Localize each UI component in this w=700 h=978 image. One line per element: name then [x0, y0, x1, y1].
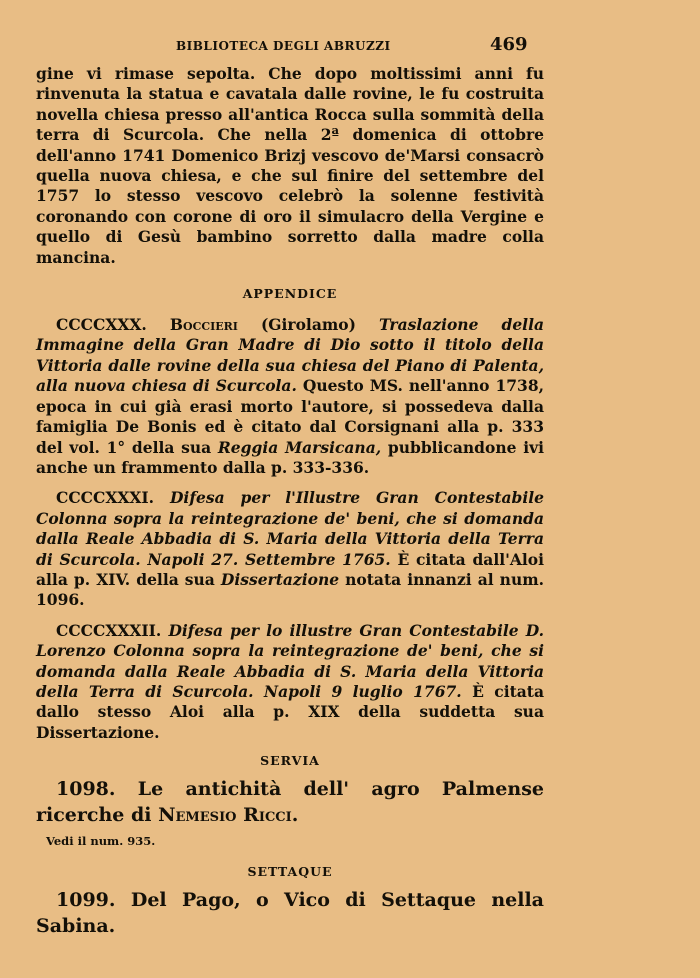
entry-text: Questo MS. nell'anno 1738, epoca in cui già erasi morto l'autore, si possedeva dalla famiglia De Bonis ed è citato dal Corsignani alla p. 333 del vol. 1° della sua — [36, 376, 544, 457]
entry-work: Reggia Marsicana, — [217, 437, 382, 457]
entry-author-given: (Girolamo) — [260, 315, 356, 335]
entry-title: Difesa per l'Illustre Gran Contestabile Colonna sopra la reintegrazione de' beni, che si domanda dalla Reale Abbadia di S. Maria della Vittoria della Terra di Scurcola. Napoli 27. Settembre 1765. — [36, 488, 544, 569]
entry-1098 — [36, 776, 544, 828]
entry-text: Le antichità dell' agro Palmense ricerche di — [36, 778, 544, 827]
entry-number: CCCCXXXII. — [56, 620, 162, 640]
entry-text-end: pubblicandone ivi anche un frammento dalla p. 333-336. — [36, 437, 544, 477]
servia-heading: SERVIA — [260, 753, 320, 769]
running-title: BIBLIOTECA DEGLI ABRUZZI — [176, 39, 391, 53]
entry-author: Boccieri — [169, 315, 238, 335]
entry-text: È citata dall'Aloi alla p. XIV. della sua — [36, 549, 544, 589]
page-number: 469 — [490, 34, 528, 55]
entry-title: Difesa per lo illustre Gran Contestabile D. Lorenzo Colonna sopra la reintegrazione de' beni, che si domanda dalla Reale Abbadia di S. Maria della Vittoria della Terra di Scurcola. Napoli 9 luglio 1767. — [36, 620, 544, 701]
appendix-heading: APPENDICE — [242, 286, 338, 302]
entry-cccc-xxxii — [36, 621, 544, 743]
entry-text: Del Pago, o Vico di Settaque nella Sabina. — [36, 889, 544, 938]
page-header — [0, 34, 700, 58]
entry-title: Traslazione della Immagine della Gran Madre di Dio sotto il titolo della Vittoria dalle rovine della sua chiesa del Piano di Palenta, alla nuova chiesa di Scurcola. — [36, 315, 545, 396]
main-paragraph: gine vi rimase sepolta. Che dopo moltissimi anni fu rinvenuta la statua e cavatala dalle rovine, le fu costruita novella chiesa presso all'antica Rocca sulla sommità della terra di Scurcola. Che nella 2ª domenica di ottobre dell'anno 1741 Domenico Brizj vescovo de'Marsi consacrò quella nuova chiesa, e che sul finire del settembre del 1757 lo stesso vescovo celebrò la solenne festività coronando con corone di oro il simulacro della Vergine e quello di Gesù bambino sorretto dalla madre colla mancina. — [36, 64, 544, 267]
settaque-heading: SETTAQUE — [247, 864, 333, 880]
entry-cccc-xxxi — [36, 488, 544, 610]
entry-number: CCCCXXXI. — [56, 488, 155, 508]
entry-text-end: notata innanzi al num. 1096. — [36, 569, 545, 610]
entry-author: Nemesio Ricci. — [158, 804, 299, 827]
entry-number: 1099. — [56, 889, 116, 912]
entry-work: Dissertazione — [220, 569, 340, 589]
cross-reference-note: Vedi il num. 935. — [46, 834, 156, 849]
page-body — [36, 64, 544, 939]
entry-number: 1098. — [56, 778, 116, 801]
entry-text: È citata dallo stesso Aloi alla p. XIX della suddetta sua Dissertazione. — [36, 681, 544, 742]
entry-number: CCCCXXX. — [56, 315, 147, 335]
entry-cccc-xxx — [36, 315, 544, 478]
entry-1099 — [36, 887, 544, 939]
